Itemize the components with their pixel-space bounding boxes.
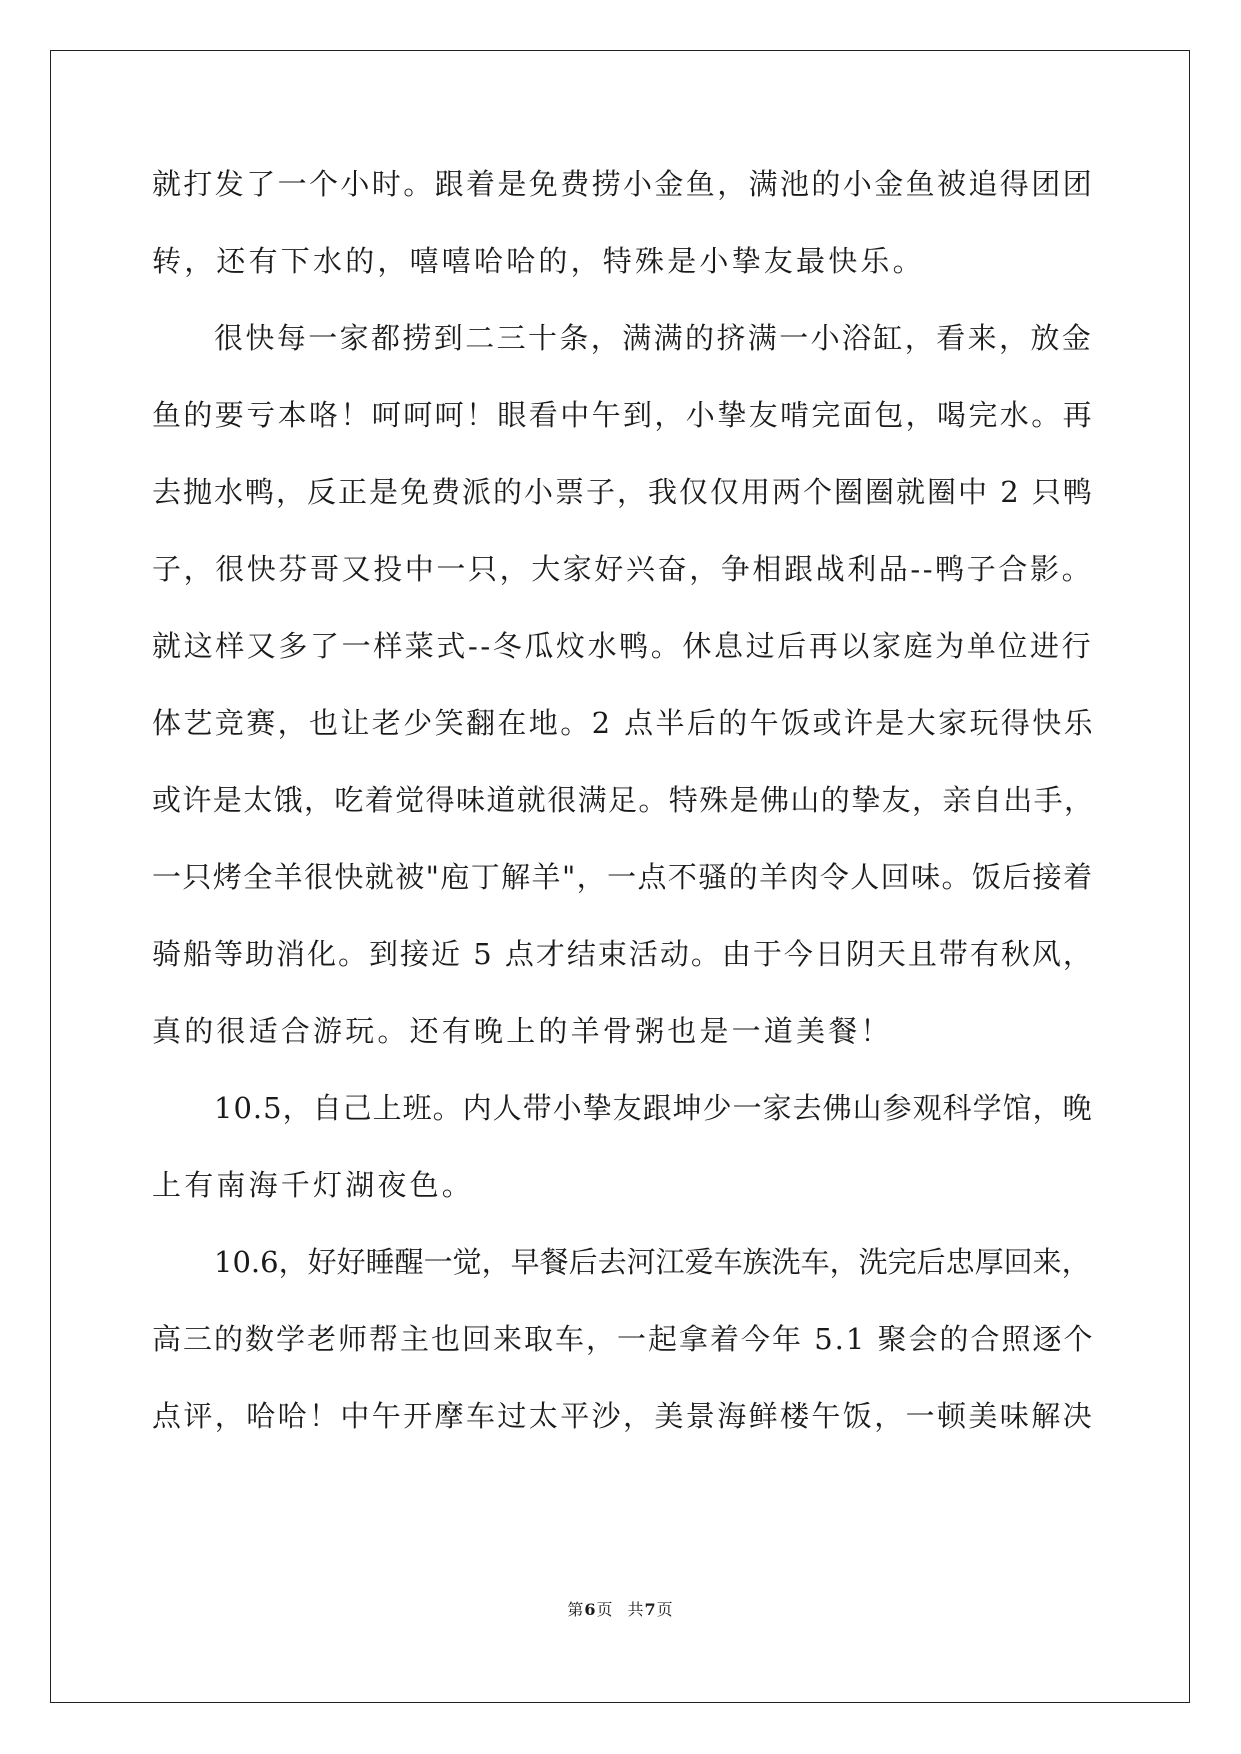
footer-page-current: 6 <box>584 1600 597 1619</box>
text-line: 高三的数学老师帮主也回来取车，一起拿着今年 5.1 聚会的合照逐个 <box>152 1322 1095 1356</box>
text-line: 鱼的要亏本咯！呵呵呵！眼看中午到，小挚友啃完面包，喝完水。再 <box>152 398 1095 432</box>
text-line: 子，很快芬哥又投中一只，大家好兴奋，争相跟战利品--鸭子合影。 <box>152 552 1094 586</box>
text-line: 就打发了一个小时。跟着是免费捞小金鱼，满池的小金鱼被追得团团 <box>152 167 1095 201</box>
text-line: 骑船等助消化。到接近 5 点才结束活动。由于今日阴天且带有秋风， <box>152 937 1094 971</box>
paragraph <box>152 156 1096 310</box>
text-line: 10.5，自己上班。内人带小挚友跟坤少一家去佛山参观科学馆，晚 <box>214 1091 1093 1125</box>
page-footer <box>0 1597 1241 1620</box>
paragraph <box>152 1080 1096 1234</box>
text-line: 10.6，好好睡醒一觉，早餐后去河江爱车族洗车，洗完后忠厚回来， <box>214 1245 1091 1279</box>
footer-page-prefix: 第 <box>567 1600 585 1619</box>
text-line: 点评，哈哈！中午开摩车过太平沙，美景海鲜楼午饭，一顿美味解决 <box>152 1399 1095 1433</box>
text-line: 就这样又多了一样菜式--冬瓜炆水鸭。休息过后再以家庭为单位进行 <box>152 629 1094 663</box>
text-line: 或许是太饿，吃着觉得味道就很满足。特殊是佛山的挚友，亲自出手， <box>152 783 1095 817</box>
footer-total-prefix: 共 <box>627 1600 645 1619</box>
footer-page-total: 7 <box>644 1600 657 1619</box>
text-line: 体艺竞赛，也让老少笑翻在地。2 点半后的午饭或许是大家玩得快乐 <box>152 706 1096 740</box>
document-body <box>152 156 1096 1465</box>
text-line: 一只烤全羊很快就被"庖丁解羊"，一点不骚的羊肉令人回味。饭后接着 <box>152 860 1094 894</box>
footer-total-unit: 页 <box>656 1600 674 1619</box>
paragraph <box>152 310 1096 1080</box>
paragraph <box>152 1234 1096 1465</box>
text-line: 去抛水鸭，反正是免费派的小票子，我仅仅用两个圈圈就圈中 2 只鸭 <box>152 475 1094 509</box>
text-line: 上有南海千灯湖夜色。 <box>152 1168 475 1202</box>
text-line: 很快每一家都捞到二三十条，满满的挤满一小浴缸，看来，放金 <box>214 321 1094 355</box>
footer-page-unit: 页 <box>596 1600 614 1619</box>
text-line: 真的很适合游玩。还有晚上的羊骨粥也是一道美餐！ <box>152 1014 893 1048</box>
text-line: 转，还有下水的，嘻嘻哈哈的，特殊是小挚友最快乐。 <box>152 244 925 278</box>
